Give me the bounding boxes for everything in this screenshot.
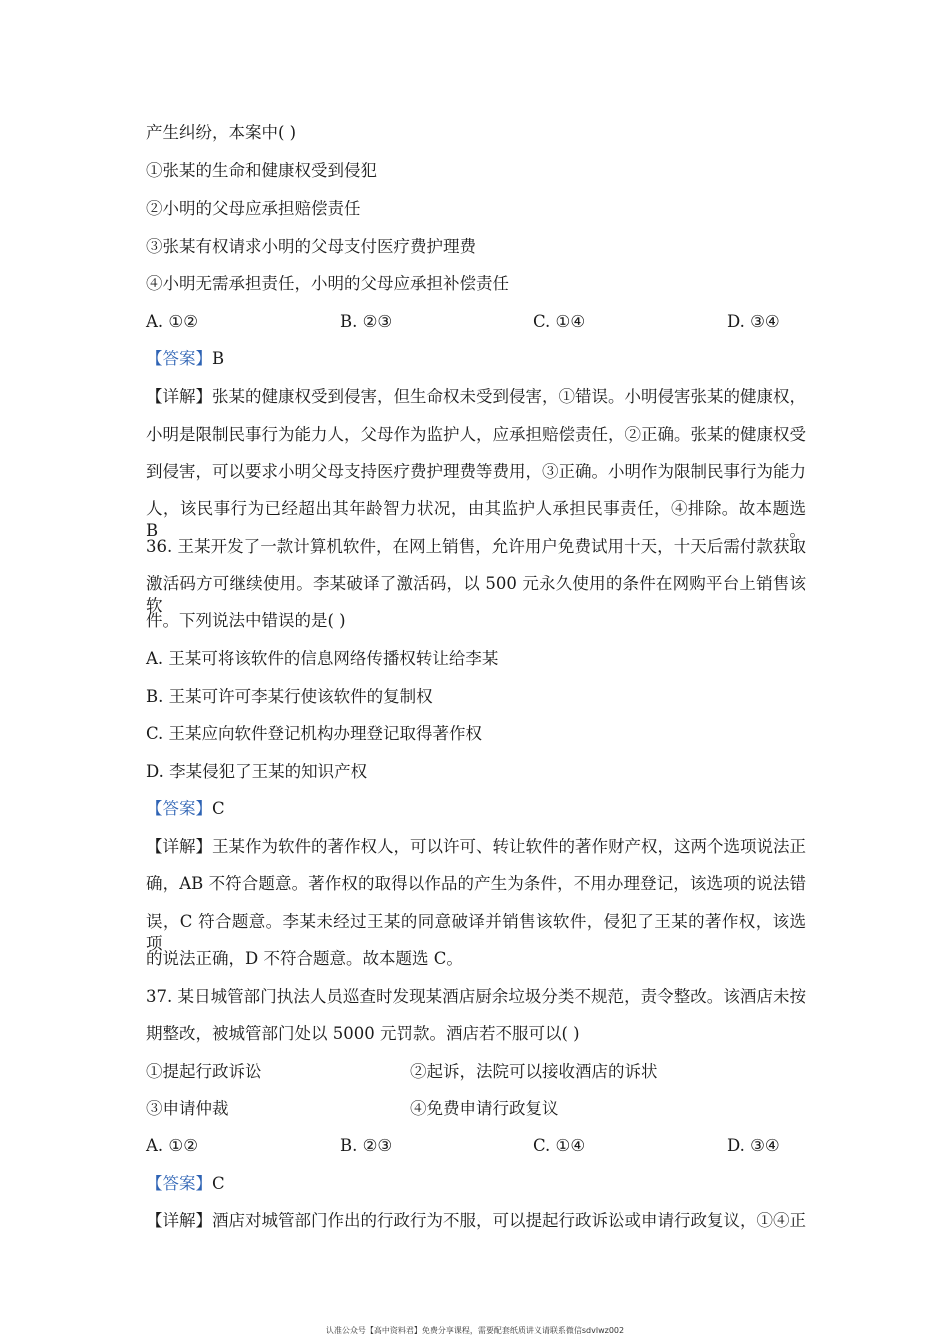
answer-tag: 【答案】	[146, 799, 212, 818]
detail-text: 王某作为软件的著作权人，可以许可、转让软件的著作财产权，这两个选项说法正	[212, 837, 806, 856]
q37-item-1: ①提起行政诉讼	[146, 1062, 262, 1081]
q36-stem-line-3: 件。下列说法中错误的是( )	[146, 611, 346, 630]
q36-detail-line-1	[146, 836, 806, 858]
q35-item-1: ①张某的生命和健康权受到侵犯	[146, 161, 377, 180]
q36-option-a: A. 王某可将该软件的信息网络传播权转让给李某	[146, 649, 499, 668]
answer-tag: 【答案】	[146, 1174, 212, 1193]
detail-tag: 【详解】	[146, 387, 212, 406]
detail-text: 张某的健康权受到侵害，但生命权未受到侵害，①错误。小明侵害张某的健康权，	[212, 387, 806, 406]
q35-option-a: A. ①②	[146, 312, 198, 331]
q37-option-d: D. ③④	[727, 1136, 780, 1155]
q35-answer	[146, 348, 224, 370]
q37-option-c: C. ①④	[533, 1136, 586, 1155]
q37-answer	[146, 1173, 225, 1195]
q36-detail-line-3: 误，C 符合题意。李某未经过王某的同意破译并销售该软件，侵犯了王某的著作权，该选项	[146, 912, 806, 953]
answer-tag: 【答案】	[146, 349, 212, 368]
q35-option-c: C. ①④	[533, 312, 586, 331]
q37-item-4: ④免费申请行政复议	[410, 1099, 559, 1118]
detail-tag: 【详解】	[146, 837, 212, 856]
answer-value: C	[212, 799, 225, 818]
q35-option-d: D. ③④	[727, 312, 780, 331]
q36-answer	[146, 798, 225, 820]
q35-item-2: ②小明的父母应承担赔偿责任	[146, 199, 361, 218]
q37-option-b: B. ②③	[340, 1136, 393, 1155]
q37-item-2: ②起诉，法院可以接收酒店的诉状	[410, 1062, 658, 1081]
q35-detail-line-1	[146, 386, 806, 408]
answer-value: B	[212, 349, 225, 368]
detail-text: 酒店对城管部门作出的行政行为不服，可以提起行政诉讼或申请行政复议，①④正	[212, 1211, 806, 1230]
answer-value: C	[212, 1174, 225, 1193]
q35-stem-end: 产生纠纷，本案中( )	[146, 123, 297, 142]
q35-detail-line-4: 人，该民事行为已经超出其年龄智力状况，由其监护人承担民事责任，④排除。故本题选 B。	[146, 499, 806, 540]
q36-option-b: B. 王某可许可李某行使该软件的复制权	[146, 687, 433, 706]
q35-detail-line-3: 到侵害，可以要求小明父母支持医疗费护理费等费用，③正确。小明作为限制民事行为能力	[146, 462, 806, 481]
q36-stem-line-1: 36. 王某开发了一款计算机软件，在网上销售，允许用户免费试用十天，十天后需付款获取	[146, 537, 806, 556]
q37-stem-line-1: 37. 某日城管部门执法人员巡查时发现某酒店厨余垃圾分类不规范，责令整改。该酒店未按	[146, 987, 806, 1006]
q37-item-3: ③申请仲裁	[146, 1099, 229, 1118]
q35-detail-line-2: 小明是限制民事行为能力人，父母作为监护人，应承担赔偿责任，②正确。张某的健康权受	[146, 425, 806, 444]
page-footer: 认准公众号【高中资料君】免费分享课程，需要配套纸质讲义请联系微信sdvlwz002	[325, 1326, 625, 1335]
detail-tag: 【详解】	[146, 1211, 212, 1230]
q36-option-d: D. 李某侵犯了王某的知识产权	[146, 762, 368, 781]
q35-item-3: ③张某有权请求小明的父母支付医疗费护理费	[146, 237, 476, 256]
q37-detail-line-1	[146, 1210, 806, 1232]
q35-item-4: ④小明无需承担责任，小明的父母应承担补偿责任	[146, 274, 509, 293]
q37-stem-line-2: 期整改，被城管部门处以 5000 元罚款。酒店若不服可以( )	[146, 1024, 580, 1043]
q37-option-a: A. ①②	[146, 1136, 198, 1155]
q36-detail-line-4: 的说法正确，D 不符合题意。故本题选 C。	[146, 949, 463, 968]
q35-option-b: B. ②③	[340, 312, 393, 331]
q36-stem-line-2: 激活码方可继续使用。李某破译了激活码，以 500 元永久使用的条件在网购平台上销售该软	[146, 574, 806, 615]
q36-option-c: C. 王某应向软件登记机构办理登记取得著作权	[146, 724, 483, 743]
q36-detail-line-2: 确，AB 不符合题意。著作权的取得以作品的产生为条件，不用办理登记，该选项的说法错	[146, 874, 806, 893]
